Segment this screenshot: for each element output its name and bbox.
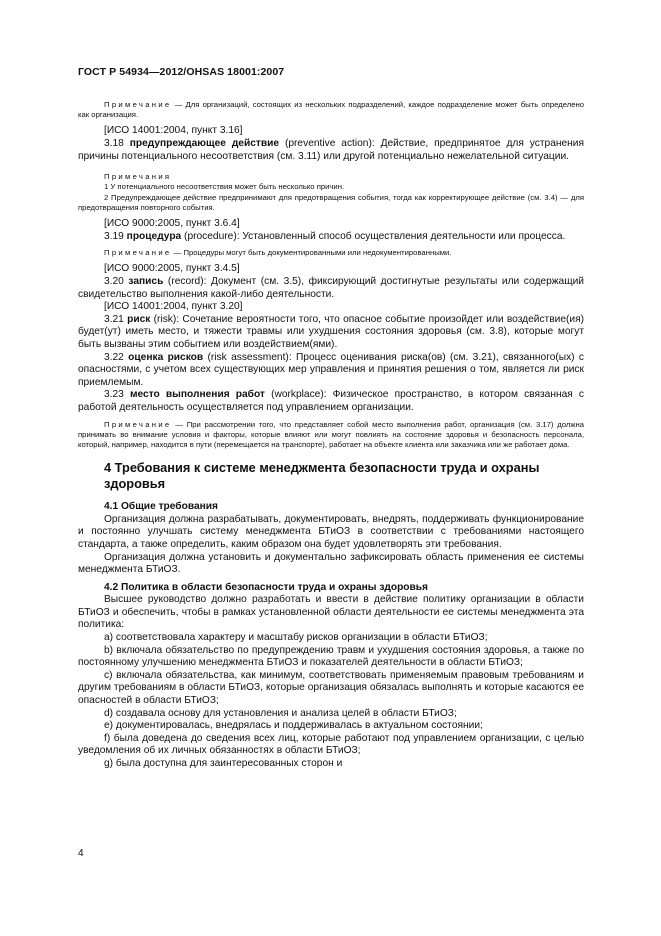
paragraph-text: f) была доведена до сведения всех лиц, которые работают под управлением организации, с целью уведомления об их личных обязанностях в области БТиОЗ; [78, 732, 584, 757]
paragraph [78, 193, 584, 213]
paragraph-text: (record): Документ (см. 3.5), фиксирующий достигнутые результаты или содержащий свидетельство выполнения какой-либо деятельности. [78, 275, 584, 300]
term-number: 3.22 [104, 351, 129, 363]
term-number: 3.18 [104, 138, 130, 149]
paragraph-text: 4 Требования к системе менеджмента безопасности труда и охраны здоровья [104, 460, 540, 492]
section-heading [78, 582, 584, 595]
paragraph [78, 100, 584, 120]
note-label: Примечание [104, 419, 172, 429]
paragraph-text: (risk): Сочетание вероятности того, что опасное событие произойдет или воздействие(ия) будет(ут) иметь место, и тяжести травмы или ухудшения состояния здоровья (см. 3.8), которые могут быть вызваны этим событием или воздействием(ями). [78, 313, 584, 350]
paragraph-text: 4.2 Политика в области безопасности труда и охраны здоровья [104, 581, 428, 593]
term-number: 3.20 [104, 275, 129, 287]
page-header: ГОСТ Р 54934—2012/OHSAS 18001:2007 [78, 66, 285, 78]
paragraph [78, 758, 584, 771]
paragraph [78, 248, 584, 258]
paragraph-text: [ИСО 14001:2004, пункт 3.16] [104, 125, 243, 137]
page-content [78, 100, 584, 771]
paragraph [78, 138, 584, 163]
note-label: Примечание [104, 100, 172, 109]
term-name: место выполнения работ [129, 389, 265, 401]
paragraph-text: — При рассмотрении того, что представляет собой место выполнения работ, организация (см. 3.17) должна принимать во внимание условия и факторы, которые влияют или могут повлиять на состояние здоровья и безопасность персонала, который, например, находится в пути (перемещается на транспорте), работает на объекте клиента или заказчика или же работает дома. [78, 419, 584, 449]
paragraph-text: c) включала обязательства, как минимум, соответствовать применяемым правовым требованиям и другим требованиям в области БТиОЗ, которые организация обязалась выполнять и которые касаются ее опасностей в области БТиОЗ; [78, 669, 584, 707]
paragraph [78, 594, 584, 632]
paragraph [78, 708, 584, 721]
paragraph [78, 552, 584, 577]
term-name: запись [128, 275, 164, 287]
paragraph-text: b) включала обязательство по предупреждению травм и ухудшения состояния здоровья, а также по постоянному улучшению менеджмента БТиОЗ и показателей деятельности в области БТиОЗ; [78, 644, 584, 669]
page-number: 4 [78, 848, 84, 859]
paragraph-text: (preventive action): Действие, предпринятое для устранения причины потенциального несоответствия (см. 3.11) или другой потенциально нежелательной ситуации. [78, 138, 584, 162]
term-number: 3.21 [104, 313, 128, 325]
paragraph [78, 645, 584, 670]
paragraph-text: [ИСО 9000:2005, пункт 3.6.4] [104, 218, 240, 229]
paragraph-text: — Для организаций, состоящих из нескольких подразделений, каждое подразделение может быть определено как организация. [78, 100, 584, 120]
paragraph-text: Организация должна установить и документально зафиксировать область применения ее системы менеджмента БТиОЗ. [78, 551, 584, 576]
paragraph [78, 231, 584, 244]
paragraph [78, 314, 584, 352]
paragraph [78, 125, 584, 138]
paragraph [78, 389, 584, 414]
note-label: Примечания [104, 172, 172, 182]
paragraph [78, 720, 584, 733]
paragraph-text: [ИСО 9000:2005, пункт 3.4.5] [104, 263, 240, 275]
paragraph-text: Высшее руководство должно разработать и ввести в действие политику организации в области БТиОЗ и обеспечить, чтобы в рамках установленной области деятельности ее системы менеджмента эта политика: [78, 594, 584, 631]
paragraph-text: [ИСО 14001:2004, пункт 3.20] [104, 301, 243, 313]
paragraph-text: 2 Предупреждающее действие предпринимают для предотвращения события, тогда как корректирующее действие (см. 3.4) — для предотвращения повторного события. [78, 192, 584, 212]
term-number: 3.19 [104, 230, 127, 242]
paragraph [78, 276, 584, 301]
paragraph [78, 218, 584, 231]
paragraph-text: 1 У потенциального несоответствия может быть несколько причин. [104, 182, 345, 192]
paragraph [78, 301, 584, 314]
note-label: Примечание [104, 248, 172, 258]
paragraph [78, 263, 584, 276]
section-heading [78, 501, 584, 514]
paragraph-text: g) была доступна для заинтересованных сторон и [104, 758, 343, 769]
paragraph-text: — Процедуры могут быть документированными или недокументированными. [171, 248, 452, 258]
paragraph [78, 733, 584, 758]
paragraph-text: d) создавала основу для установления и анализа целей в области БТиОЗ; [104, 707, 457, 719]
paragraph [78, 182, 584, 192]
paragraph [78, 172, 584, 182]
term-name: оценка рисков [128, 351, 204, 363]
paragraph [78, 670, 584, 708]
paragraph-text: Организация должна разрабатывать, документировать, внедрять, поддерживать функционирование и постоянно улучшать систему менеджмента БТиОЗ в соответствии с требованиями настоящего стандарта, а также определить, каким образом она будет удовлетворять эти требования. [78, 513, 584, 550]
section-heading [78, 460, 584, 492]
paragraph [78, 352, 584, 390]
term-number: 3.23 [104, 389, 130, 401]
paragraph-text: a) соответствовала характеру и масштабу рисков организации в области БТиОЗ; [104, 632, 488, 644]
term-name: процедура [126, 230, 182, 242]
paragraph [78, 632, 584, 645]
paragraph [78, 420, 584, 451]
paragraph [78, 514, 584, 552]
term-name: предупреждающее действие [129, 138, 280, 149]
term-name: риск [127, 313, 151, 325]
paragraph-text: (workplace): Физическое пространство, в котором связанная с работой деятельность осуществляется под управлением организации. [78, 389, 584, 413]
paragraph-text: (risk assessment): Процесс оценивания риска(ов) (см. 3.21), связанного(ых) с опасностями, с учетом всех существующих мер управления и принятия решения о том, является ли риск приемлемым. [78, 351, 584, 388]
paragraph-text: (procedure): Установленный способ осуществления деятельности или процесса. [181, 230, 566, 242]
paragraph-text: e) документировалась, внедрялась и поддерживалась в актуальном состоянии; [104, 720, 483, 732]
paragraph-text: 4.1 Общие требования [104, 501, 218, 513]
